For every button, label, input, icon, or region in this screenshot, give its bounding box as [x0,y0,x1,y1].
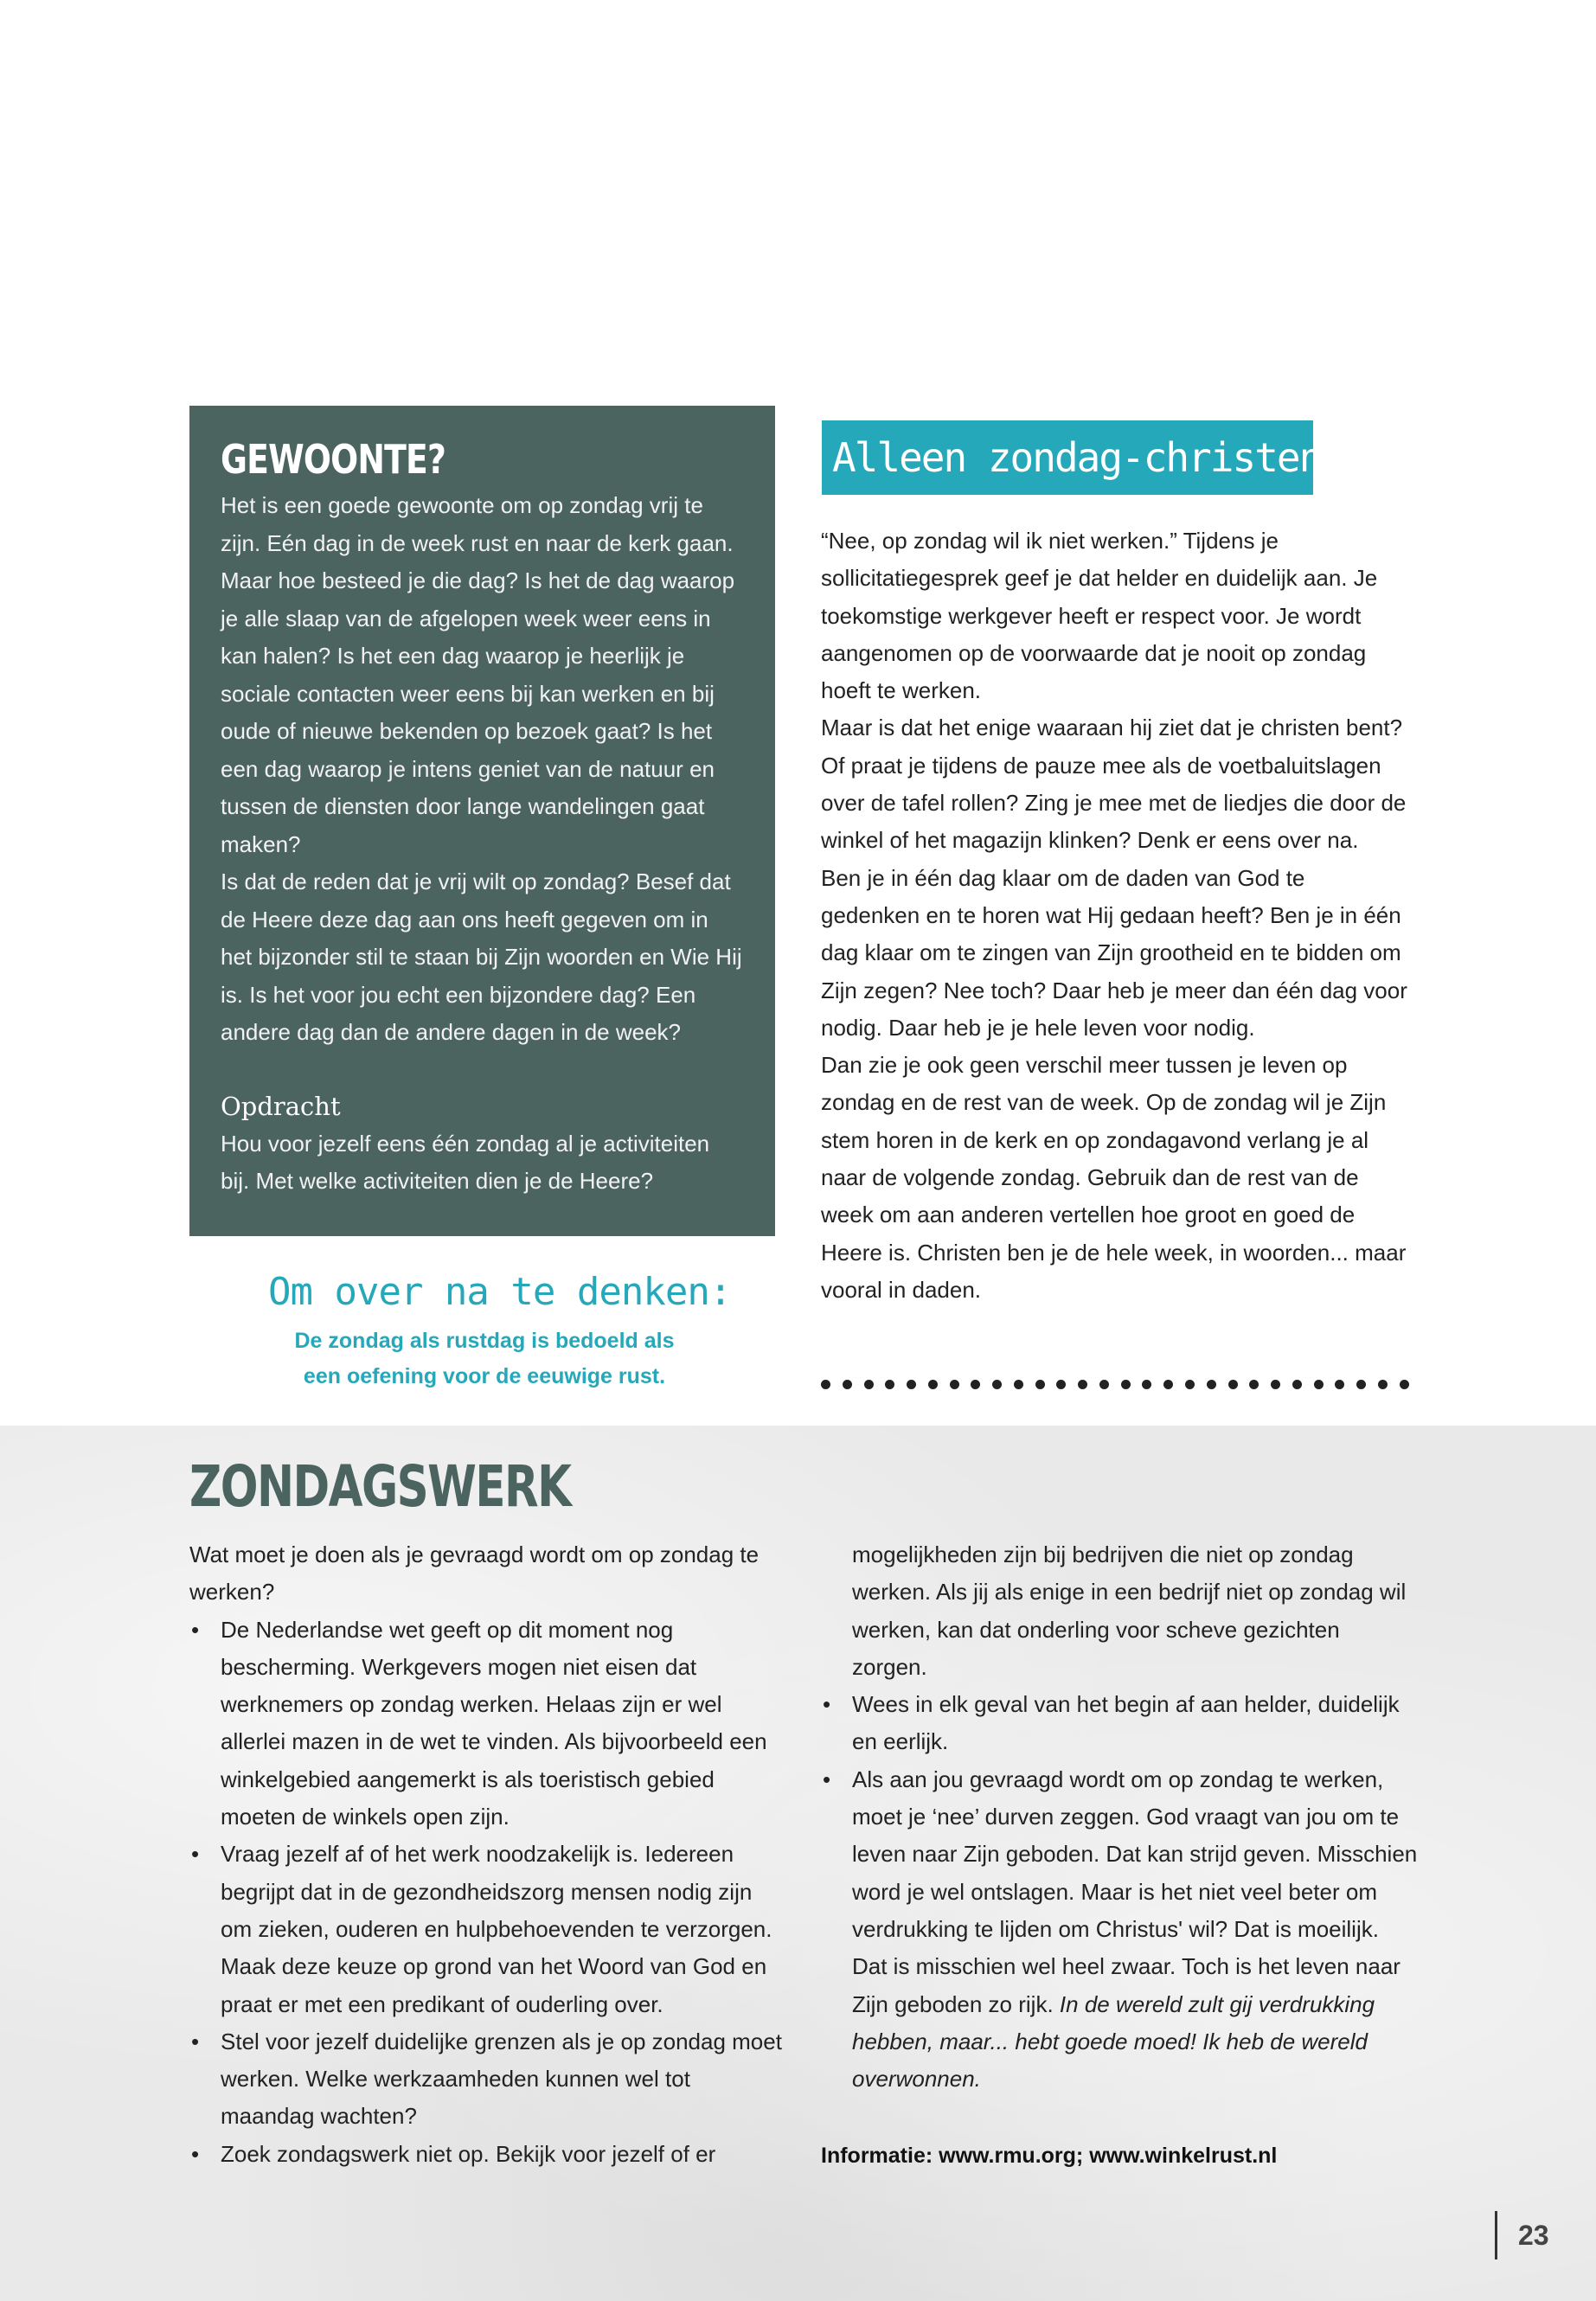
zondagswerk-right-column [821,1536,1418,2098]
zondagswerk-list-2 [821,1686,1418,2098]
list-item [821,1761,1418,2099]
bible-quote: In de wereld zult gij verdrukking hebben, maar... hebt goede moed! Ik heb de wereld overwonnen. [852,1990,1375,2093]
zondagswerk-title: ZONDAGSWERK [189,1453,571,1520]
alleen-paragraph-3: Ben je in één dag klaar om de daden van God te gedenken en te horen wat Hij gedaan heeft? Ben je in één dag klaar om te zingen van Zijn grootheid en te bidden om Zijn zegen? Nee toch? Daar heb je meer dan één dag voor nodig. Daar heb je je hele leven voor nodig. [821,864,1407,1041]
zondagswerk-left-column [189,1536,786,2173]
think-body [260,1324,709,1394]
opdracht-title: Opdracht [221,1091,341,1121]
info-links: Informatie: www.rmu.org; www.winkelrust.nl [821,2144,1278,2168]
zondagswerk-intro: Wat moet je doen als je gevraagd wordt om op zondag te werken? [189,1541,760,1606]
think-line-1: De zondag als rustdag is bedoeld als [294,1329,675,1353]
list-item: • Wees in elk geval van het begin af aan helder, duidelijk en eerlijk. [821,1686,1418,1761]
list-item-continuation: mogelijkheden zijn bij bedrijven die niet op zondag werken. Als jij als enige in een bedrijf niet op zondag wil werken, kan dat onderling voor scheve gezichten zorgen. [852,1541,1407,1680]
alleen-paragraph-4: Dan zie je ook geen verschil meer tussen je leven op zondag en de rest van de week. Op de zondag wil je Zijn stem horen in de kerk en op zondagavond verlang je al naar de volgende zondag. Gebruik dan de rest van de week om aan anderen vertellen hoe groot en goed de Heere is. Christen ben je de hele week, in woorden... maar vooral in daden. [821,1052,1407,1303]
gewoonte-title: GEWOONTE? [221,436,446,483]
list-item-text: Als aan jou gevraagd wordt om op zondag te werken, moet je ‘nee’ durven zeggen. God vraagt van jou om te leven naar Zijn geboden. Dat kan strijd geven. Misschien word je wel ontslagen. Maar is het niet veel beter om verdrukking te lijden om Christus' wil? Dat is moeilijk. Dat is misschien wel heel zwaar. Toch is het leven naar Zijn geboden zo rijk. [852,1766,1418,2017]
gewoonte-box [189,406,775,1236]
dotted-divider [821,1380,1409,1394]
alleen-column [821,522,1409,1309]
list-item: • De Nederlandse wet geeft op dit moment nog bescherming. Werkgevers mogen niet eisen dat werknemers op zondag werken. Helaas zijn er wel allerlei mazen in de wet te vinden. Als bijvoorbeeld een winkelgebied aangemerkt is als toeristisch gebied moeten de winkels open zijn. [189,1612,786,1836]
list-item: • Zoek zondagswerk niet op. Bekijk voor jezelf of er [189,2136,786,2173]
list-item: • Stel voor jezelf duidelijke grenzen als je op zondag moet werken. Welke werkzaamheden kunnen wel tot maandag wachten? [189,2023,786,2136]
gewoonte-body: Het is een goede gewoonte om op zondag vrij te zijn. Eén dag in de week rust en naar de kerk gaan. Maar hoe besteed je die dag? Is het de dag waarop je alle slaap van de afgelopen week weer eens in kan halen? Is het een dag waarop je heerlijk je sociale contacten weer eens bij kan werken en bij oude of nieuwe bekenden op bezoek gaat? Is het een dag waarop je intens geniet van de natuur en tussen de diensten door lange wandelingen gaat maken? [221,492,735,857]
list-item: • Vraag jezelf af of het werk noodzakelijk is. Iedereen begrijpt dat in de gezondheidszorg mensen nodig zijn om zieken, ouderen en hulpbehoevenden te verzorgen. Maak deze keuze op grond van het Woord van God en praat er met een predikant of ouderling over. [189,1836,786,2022]
opdracht-body: Hou voor jezelf eens één zondag al je activiteiten bij. Met welke activiteiten dien je de Heere? [221,1130,710,1194]
think-title: Om over na te denken: [268,1270,732,1314]
zondagswerk-list [189,1612,786,2173]
think-line-2: een oefening voor de eeuwige rust. [303,1364,666,1388]
alleen-paragraph-2: Maar is dat het enige waaraan hij ziet dat je christen bent? Of praat je tijdens de pauze mee als de voetbaluitslagen over de tafel rollen? Zing je mee met de liedjes die door de winkel of het magazijn klinken? Denk er eens over na. [821,715,1407,854]
page-number: 23 [1495,2211,1549,2259]
gewoonte-body-2: Is dat de reden dat je vrij wilt op zondag? Besef dat de Heere deze dag aan ons heeft gegeven om in het bijzonder stil te staan bij Zijn woorden en Wie Hij is. Is het voor jou echt een bijzondere dag? Een andere dag dan de andere dagen in de week? [221,868,742,1045]
alleen-paragraph-1: “Nee, op zondag wil ik niet werken.” Tijdens je sollicitatiegesprek geef je dat helder en duidelijk aan. Je toekomstige werkgever heeft er respect voor. Je wordt aangenomen op de voorwaarde dat je nooit op zondag hoeft te werken. [821,528,1378,704]
alleen-title: Alleen zondag-christen? [822,420,1313,495]
